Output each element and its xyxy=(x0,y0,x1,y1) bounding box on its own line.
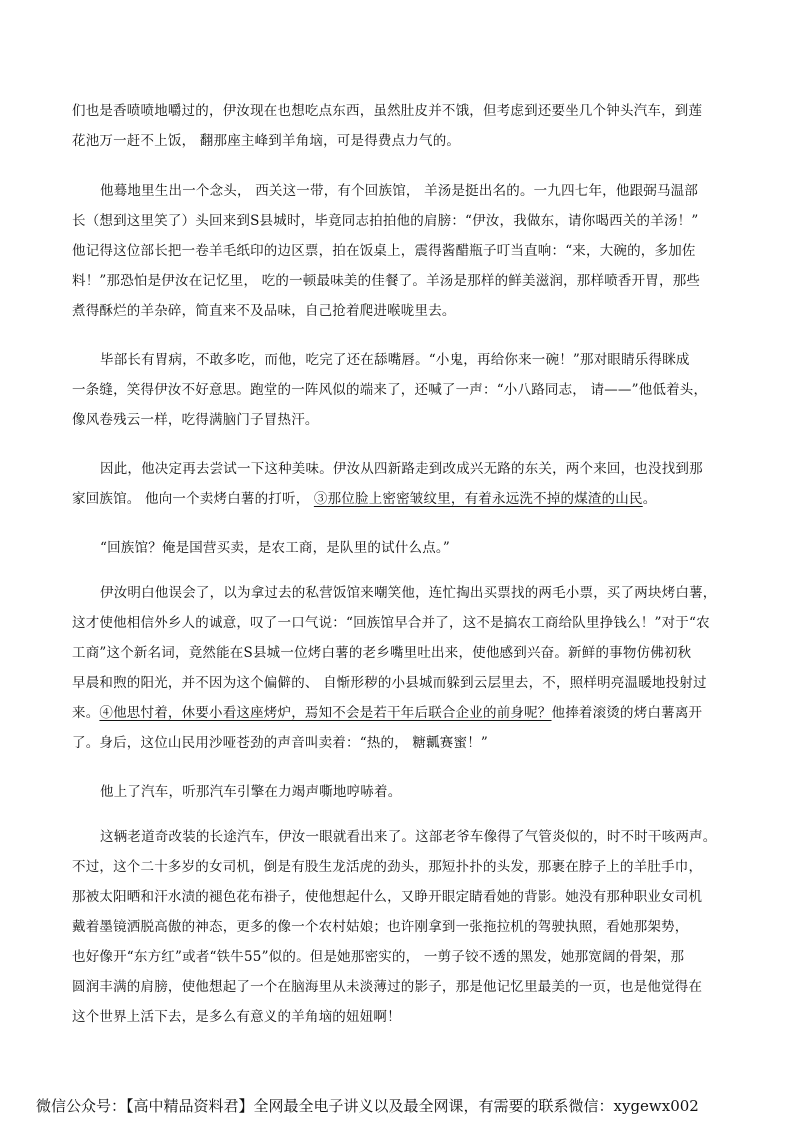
text-line: 一条缝，笑得伊汝不好意思。跑堂的一阵风似的端来了，还喊了一声：“小八路同志， 请——”他低着头， xyxy=(72,382,708,398)
text-line: 那被太阳晒和汗水渍的褪色花布褂子，使他想起什么，又睁开眼定睛看她的背影。她没有那种职业女司机 xyxy=(72,889,703,905)
paragraph-8 xyxy=(72,822,732,1032)
text-line: 们也是香喷喷地嚼过的，伊汝现在也想吃点东西，虽然肚皮并不饿，但考虑到还要坐几个钟头汽车，到莲 xyxy=(72,103,703,119)
text-line xyxy=(72,698,732,728)
text-line: 这辆老道奇改装的长途汽车，伊汝一眼就看出来了。这部老爷车像得了气管炎似的，时不时干咳两声。 xyxy=(100,829,717,845)
text-line: 这才使他相信外乡人的诚意，叹了一口气说：“回族馆早合并了，这不是搞农工商给队里挣钱么！”对于“农 xyxy=(72,615,710,631)
text-line: 伊汝明白他误会了，以为拿过去的私营饭馆来嘲笑他，连忙掏出买票找的两毛小票，买了两块烤白薯， xyxy=(100,585,717,601)
text-line: 料！”那恐怕是伊汝在记忆里， 吃的一顿最味美的佳餐了。羊汤是那样的鲜美滋润，那样喷香开胃，那些 xyxy=(72,273,701,289)
paragraph-5 xyxy=(72,533,732,563)
text-line: 了。身后，这位山民用沙哑苍劲的声音叫卖着：“热的， 糖瓤赛蜜！” xyxy=(72,735,488,751)
text-segment: 来。 xyxy=(72,705,100,721)
text-segment: 。 xyxy=(642,491,657,507)
text-line: 也好像开“东方红”或者“铁牛55”似的。但是她那密实的， 一剪子铰不透的黑发，她那宽阔的骨架，那 xyxy=(72,949,685,965)
text-line: 早晨和煦的阳光，并不因为这个偏僻的、 自惭形秽的小县城而躲到云层里去，不，照样明亮温暖地投射过 xyxy=(72,675,707,691)
underlined-sentence-4: ④他思忖着，休要小看这座烤炉，焉知不会是若干年后联合企业的前身呢？ xyxy=(99,705,552,721)
text-line: 毕部长有胃病，不敢多吃，而他，吃完了还在舔嘴唇。“小鬼，再给你来一碗！”那对眼睛乐得眯成 xyxy=(100,352,690,368)
text-line: 他上了汽车，听那汽车引擎在力竭声嘶地哼哧着。 xyxy=(100,784,402,800)
text-line: 工商”这个新名词，竟然能在S县城一位烤白薯的老乡嘴里吐出来，使他感到兴奋。新鲜的事物仿佛初秋 xyxy=(72,645,692,661)
text-line: 长（想到这里笑了）头回来到S县城时，毕竟同志拍拍他的肩膀：“伊汝，我做东，请你喝西关的羊汤！” xyxy=(72,213,699,229)
text-line xyxy=(72,484,732,514)
text-line: 花池万一赶不上饭， 翻那座主峰到羊角垴，可是得费点力气的。 xyxy=(72,133,461,149)
text-line: 因此，他决定再去尝试一下这种美味。伊汝从四新路走到改成兴无路的东关，两个来回，也没找到那 xyxy=(100,461,703,477)
paragraph-1 xyxy=(72,96,732,156)
paragraph-3 xyxy=(72,345,732,435)
paragraph-7 xyxy=(72,777,732,807)
text-segment: 家回族馆。 他向一个卖烤白薯的打听， xyxy=(72,491,314,507)
text-segment: 他捧着滚烫的烤白薯离开 xyxy=(551,705,703,721)
text-line: 他记得这位部长把一卷羊毛纸印的边区票，拍在饭桌上，震得酱醋瓶子叮当直响：“来，大碗的，多加佐 xyxy=(72,243,696,259)
text-line: 这个世界上活下去，是多么有意义的羊角垴的妞妞啊！ xyxy=(72,1009,401,1025)
paragraph-6 xyxy=(72,578,732,758)
text-line: 不过，这个二十多岁的女司机，倒是有股生龙活虎的劲头，那短扑扑的头发，那裹在脖子上的羊肚手巾， xyxy=(72,859,703,875)
text-line: 他蓦地里生出一个念头， 西关这一带，有个回族馆， 羊汤是挺出名的。一九四七年，他跟弼马温部 xyxy=(100,183,699,199)
paragraph-4 xyxy=(72,454,732,514)
text-line: “回族馆？俺是国营买卖，是农工商，是队里的试什么点。” xyxy=(100,540,450,556)
text-line: 煮得酥烂的羊杂碎，简直来不及品味，自己抢着爬进喉咙里去。 xyxy=(72,303,456,319)
text-line: 像风卷残云一样，吃得满脑门子冒热汗。 xyxy=(72,412,319,428)
text-line: 戴着墨镜洒脱高傲的神态，更多的像一个农村姑娘；也许刚拿到一张拖拉机的驾驶执照，看她那架势， xyxy=(72,919,689,935)
underlined-sentence-3: ③那位脸上密密皱纹里，有着永远洗不掉的煤渣的山民 xyxy=(313,491,643,507)
footer-watermark-text: 微信公众号：【高中精品资料君】全网最全电子讲义以及最全网课，有需要的联系微信：xygewx002 xyxy=(36,1097,699,1115)
paragraph-2 xyxy=(72,176,732,326)
text-line: 圆润丰满的肩膀，使他想起了一个在脑海里从未淡薄过的影子，那是他记忆里最美的一页，也是他觉得在 xyxy=(72,979,703,995)
